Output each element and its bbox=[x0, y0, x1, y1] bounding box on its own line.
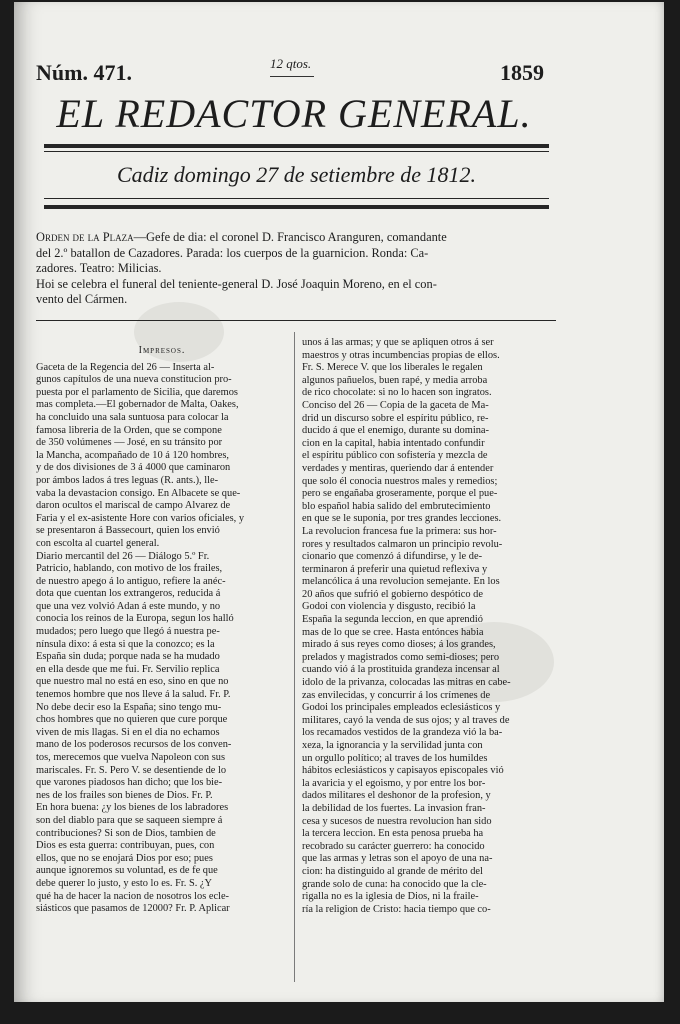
text-line: España la segunda leccion, en que aprendió bbox=[302, 614, 483, 626]
text-line: mariscales. Fr. S. Pero V. se desentiende de lo bbox=[36, 764, 227, 776]
issue-number: Núm. 471. bbox=[36, 60, 132, 85]
text-line: la Mancha, acompañado de 10 á 120 hombres, bbox=[36, 449, 230, 461]
text-line: siásticos que pasamos de 12000? Fr. P. Aplicar bbox=[36, 903, 230, 915]
impresos-heading: Impresos. bbox=[138, 345, 186, 356]
text-line: famosa libreria de la Orden, que se compone bbox=[36, 424, 222, 436]
text-line: chos hombres que no quieren que cure porque bbox=[36, 714, 228, 726]
text-line: blo español habia salido del embrutecimiento bbox=[302, 500, 491, 512]
orden-line: vento del Cármen. bbox=[36, 292, 128, 306]
text-line: el espíritu público con sofistería y mezcla de bbox=[302, 450, 488, 462]
text-line: Godoi los principales empleados eclesiásticos y bbox=[302, 702, 501, 714]
text-line: mudados; pero luego que llegó á nuestra pe- bbox=[36, 626, 220, 638]
text-line: de nuestro apego á lo antiguo, refiere la anéc- bbox=[36, 575, 226, 587]
text-line: rores y resultados calmaron un principio revolu- bbox=[302, 538, 503, 550]
text-line: por ámbos lados á tres leguas (R. ants.), lle- bbox=[36, 474, 219, 486]
text-line: conocia los reinos de la Europa, segun los halló bbox=[36, 613, 234, 625]
text-line: ellos, que no se enojará Dios por eso; pues bbox=[36, 852, 213, 864]
text-line: son del diablo para que se saqueen siempre á bbox=[36, 814, 223, 826]
text-line: ducido á que el enemigo, durante su domina- bbox=[302, 425, 489, 437]
dateline-rule-thin bbox=[44, 198, 549, 199]
text-line: militares, cayó la venda de sus ojos; y al traves de bbox=[302, 714, 510, 726]
text-line: idolo de la privanza, colocadas las mitras en cabe- bbox=[302, 677, 511, 689]
text-line: mas completa.—El gobernador de Malta, Oakes, bbox=[36, 399, 239, 411]
text-line: cuando vió á la prostituida grandeza incensar al bbox=[302, 664, 500, 676]
text-line: Godoi con violencia y disgusto, recibió la bbox=[302, 601, 476, 613]
text-line: grande solo de cuna: ha conocido que la cle- bbox=[302, 878, 487, 890]
text-line: mirado á sus reyes como dioses; á los grandes, bbox=[302, 639, 496, 651]
text-line: Faria y el ex-asistente Hore con varios oficiales, y bbox=[36, 512, 245, 524]
newspaper-page bbox=[14, 2, 664, 1002]
section-divider bbox=[36, 320, 556, 321]
text-line: xeza, la ignorancia y la servilidad junta con bbox=[302, 740, 483, 751]
price-underline bbox=[270, 76, 314, 77]
text-line: con escolta al cuartel general. bbox=[36, 537, 160, 549]
text-line: aunque ignoremos su voluntad, es de fe que bbox=[36, 865, 218, 877]
dateline: Cadiz domingo 27 de setiembre de 1812. bbox=[116, 162, 477, 187]
text-line: de 350 volúmenes — José, en su tránsito por bbox=[36, 437, 223, 449]
text-line: terminaron á preferir una quietud reflexiva y bbox=[302, 563, 488, 575]
text-line: Fr. S. Merece V. que los liberales le regalen bbox=[302, 362, 483, 374]
text-line: ha concluido una sala suntuosa para colocar la bbox=[36, 411, 229, 423]
text-line: daron ocultos el mariscal de campo Alvarez de bbox=[36, 500, 231, 512]
text-line: nínsula dixo: á esta si que la conozco; es la bbox=[36, 638, 215, 650]
text-line: España sin duda; porque nada se ha mudado bbox=[36, 651, 220, 663]
text-line: maestros y otras incumbencias propias de ellos. bbox=[302, 349, 500, 361]
issue-price: 12 qtos. bbox=[270, 56, 312, 71]
orden-line: zadores. Teatro: Milicias. bbox=[36, 261, 162, 275]
text-line: qué ha de hacer la nacion de nosotros los ecle- bbox=[36, 890, 230, 902]
text-line: que solo él conocia nuestros males y remedios; bbox=[302, 475, 498, 487]
dateline-rule-thick bbox=[44, 205, 549, 209]
text-line: tos, merecemos que vuelva Napoleon con sus bbox=[36, 752, 225, 763]
text-line: drid un discurso sobre el espíritu público, re- bbox=[302, 412, 489, 424]
text-line: unos á las armas; y que se apliquen otros á ser bbox=[302, 337, 494, 348]
orden-line: —Gefe de dia: el coronel D. Francisco Aranguren, comandante bbox=[133, 230, 447, 244]
text-line: algunos pañuelos, buen rapé, y media arroba bbox=[302, 374, 488, 386]
newspaper-title: EL REDACTOR GENERAL. bbox=[56, 91, 532, 136]
text-line: La revolucion francesa fue la primera: sus hor- bbox=[302, 525, 497, 537]
text-line: que una vez volvió Adan á este mundo, y no bbox=[36, 600, 221, 612]
text-line: se presentaron á Bassecourt, quien los envió bbox=[36, 525, 220, 537]
text-line: mano de los poderosos recursos de los conven- bbox=[36, 739, 232, 751]
text-line: recobrado su carácter guerrero: ha conocido bbox=[302, 840, 485, 852]
text-line: pero se engañaba groseramente, porque el pue- bbox=[302, 488, 498, 500]
text-line: Dios es esta guerra: contribuyan, pues, con bbox=[36, 840, 215, 852]
text-line: prelados y magistrados como semi-dioses; pero bbox=[302, 651, 500, 663]
text-line: de rico chocolate: si no lo hacen son ingratos. bbox=[302, 387, 492, 399]
text-line: No debe decir eso la España; sino tengo mu- bbox=[36, 701, 222, 713]
right-column bbox=[302, 337, 556, 916]
text-line: Conciso del 26 — Copia de la gaceta de Ma- bbox=[302, 399, 489, 411]
text-line: verdades y mentiras, queriendo dar á entender bbox=[302, 462, 494, 474]
text-line: tenemos hombre que nos lleve á la salud. Fr. P. bbox=[36, 689, 231, 701]
orden-label: Orden de la Plaza bbox=[36, 230, 134, 244]
column-divider bbox=[294, 332, 295, 982]
orden-de-la-plaza bbox=[36, 230, 556, 308]
text-line: zas envilecidas, y concurrir á los crímenes de bbox=[302, 689, 491, 701]
text-line: y de dos divisiones de 3 á 4000 que caminaron bbox=[36, 462, 231, 474]
text-line: la tercera leccion. En esta penosa prueba ha bbox=[302, 828, 484, 840]
left-column bbox=[36, 345, 288, 916]
text-line: cesa y sucesos de nuestra revolucion han sido bbox=[302, 815, 492, 827]
text-line: cion en la capital, habia intentado confundir bbox=[302, 437, 485, 449]
title-rule-thin bbox=[44, 151, 549, 152]
title-rule-thick bbox=[44, 144, 549, 148]
text-line: contribuciones? Si son de Dios, tambien de bbox=[36, 827, 216, 839]
text-line: puesta por el parlamento de Sicilia, que daremos bbox=[36, 386, 238, 398]
text-line: que nuestro mal no está en eso, sino en que no bbox=[36, 676, 229, 688]
text-line: dota que cuentan los extrangeros, reducida á bbox=[36, 588, 221, 600]
text-line: debe querer lo justo, y esto lo es. Fr. S. ¿Y bbox=[36, 877, 213, 889]
text-line: Gaceta de la Regencia del 26 — Inserta al- bbox=[36, 361, 215, 373]
text-line: mas de lo que se cree. Hasta entónces habia bbox=[302, 626, 484, 638]
text-line: Diario mercantil del 26 — Diálogo 5.º Fr. bbox=[36, 550, 210, 562]
text-line: nes de los frailes son bienes de Dios. Fr. P. bbox=[36, 789, 213, 801]
text-line: viven de mis llagas. Si en el dia no echamos bbox=[36, 726, 220, 738]
text-line: 20 años que sufrió el gobierno despótico de bbox=[302, 588, 483, 600]
text-line: vaba la devastacion consigo. En Albacete se que- bbox=[36, 487, 241, 499]
text-line: en que se le suponia, por tres grandes lecciones. bbox=[302, 513, 502, 525]
issue-year: 1859 bbox=[500, 60, 544, 85]
orden-line: Hoi se celebra el funeral del teniente-general D. José Joaquin Moreno, en el con- bbox=[36, 276, 437, 291]
text-line: un orgullo político; al traves de los humildes bbox=[302, 752, 488, 764]
orden-line: del 2.º batallon de Cazadores. Parada: los cuerpos de la guarnicion. Ronda: Ca- bbox=[36, 245, 429, 260]
text-line: En hora buena: ¿y los bienes de los labradores bbox=[36, 802, 229, 814]
text-line: melancólica á una revolucion semejante. En los bbox=[302, 576, 500, 588]
text-line: gunos capítulos de una nueva constitucion pro- bbox=[36, 374, 232, 386]
text-line: dados militares el deshonor de la profesion, y bbox=[302, 790, 491, 802]
text-line: que varones piadosos han dicho; que los bie- bbox=[36, 777, 223, 789]
text-line: cion: ha distinguido al grande de mérito del bbox=[302, 865, 483, 877]
text-line: en ella desde que me fui. Fr. Servilio replica bbox=[36, 663, 220, 675]
text-line: cionario que comenzó á difundirse, y le de- bbox=[302, 551, 483, 563]
text-line: Patricio, hablando, con motivo de los frailes, bbox=[36, 563, 223, 575]
text-line: la debilidad de los fuertes. La invasion fran- bbox=[302, 802, 486, 814]
text-line: rigalla no es la iglesia de Dios, ni la fraile- bbox=[302, 891, 479, 903]
text-line: los recamados vestidos de la grandeza vió la ba- bbox=[302, 727, 503, 739]
text-line: hábitos eclesiásticos y capisayos episcopales vió bbox=[302, 765, 504, 777]
text-line: que las armas y letras son el apoyo de una na- bbox=[302, 853, 493, 865]
text-line: ría la religion de Cristo: hacia tiempo que co- bbox=[302, 903, 491, 915]
text-line: la avaricia y el egoismo, y por entre los bor- bbox=[302, 777, 486, 789]
